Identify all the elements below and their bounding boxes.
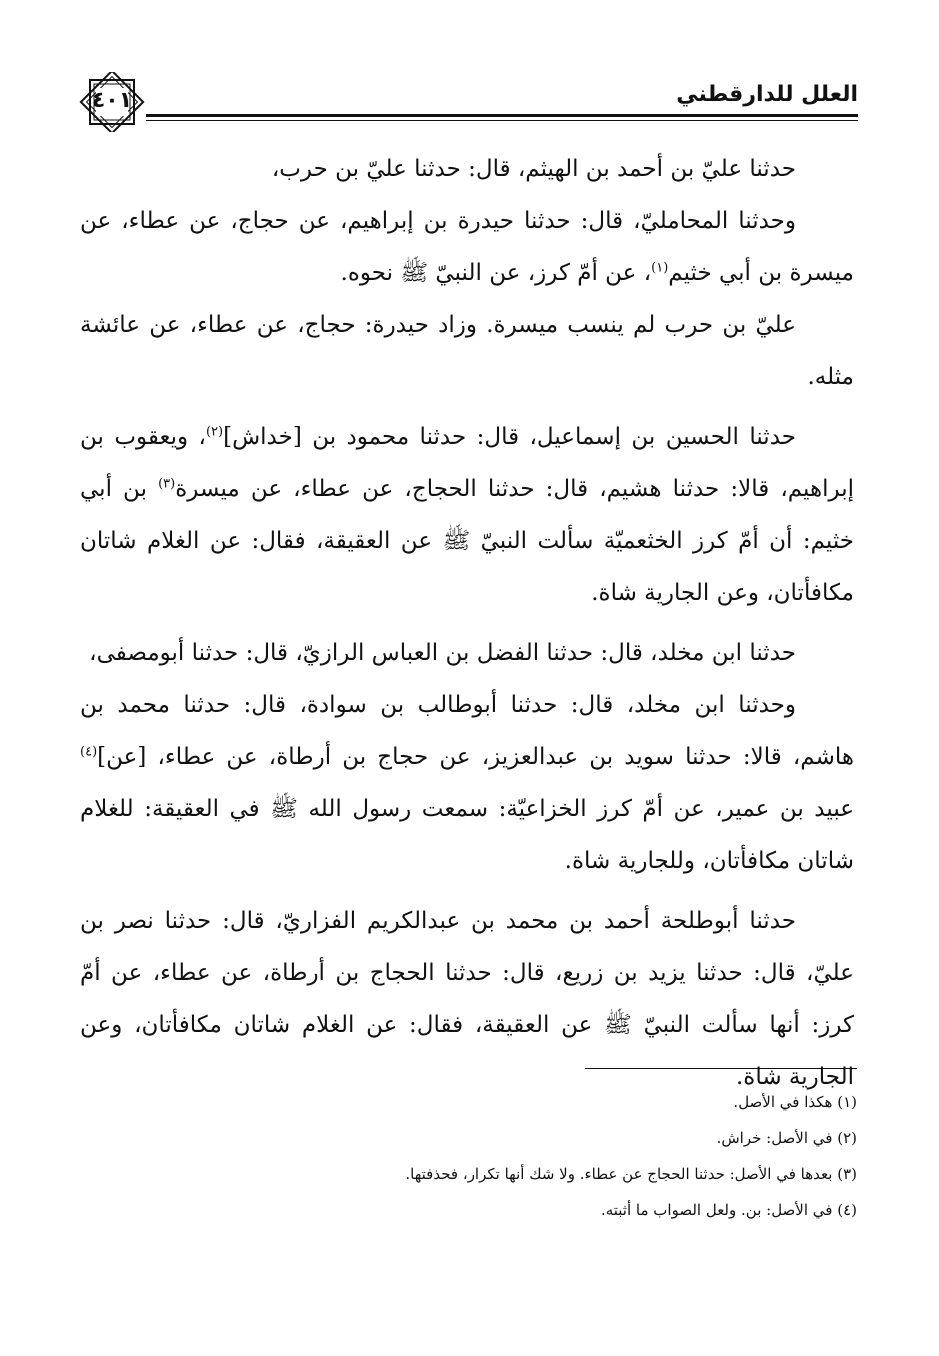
paragraph <box>80 411 854 619</box>
paragraph-text: حدثنا الحسين بن إسماعيل، قال: حدثنا محمود بن [خداش] <box>223 424 796 450</box>
footnote: (١) هكذا في الأصل. <box>733 1093 857 1111</box>
paragraph <box>80 895 854 1103</box>
paragraph-text: عبيد بن عمير، عن أمّ كرز الخزاعيّة: سمعت رسول الله ﷺ في العقيقة: للغلام شاتان مكافأتان، وللجارية شاة. <box>80 796 854 874</box>
paragraph <box>80 143 854 195</box>
paragraph <box>80 627 854 679</box>
header-double-rule <box>146 114 858 122</box>
book-title: العلل للدارقطني <box>676 82 858 107</box>
footnote-divider <box>585 1068 857 1069</box>
paragraph-text: عليّ بن حرب لم ينسب ميسرة. وزاد حيدرة: حجاج، عن عطاء، عن عائشة مثله. <box>80 312 854 390</box>
paragraph <box>80 299 854 403</box>
footnote-marker: (٤) <box>80 744 98 760</box>
paragraph-text: حدثنا ابن مخلد، قال: حدثنا الفضل بن العباس الرازيّ، قال: حدثنا أبومصفى، <box>89 640 796 666</box>
footnotes <box>83 1084 857 1228</box>
footnote: (٤) في الأصل: بن. ولعل الصواب ما أثبته. <box>600 1201 857 1219</box>
footnote-marker: (١) <box>651 260 669 276</box>
paragraph-text: وحدثنا المحامليّ، قال: حدثنا حيدرة بن إبراهيم، عن حجاج، عن عطاء، عن ميسرة بن أبي خثيم <box>80 208 854 286</box>
paragraph <box>80 195 854 299</box>
paragraph-text: حدثنا عليّ بن أحمد بن الهيثم، قال: حدثنا عليّ بن حرب، <box>271 156 796 182</box>
paragraph-text: حدثنا أبوطلحة أحمد بن محمد بن عبدالكريم الفزاريّ، قال: حدثنا نصر بن عليّ، قال: حدثنا يزيد بن زريع، قال: حدثنا الحجاج بن أرطاة، عن عطاء، عن أمّ كرز: أنها سألت النبيّ ﷺ عن العقيقة، فقال: عن الغلام شاتان مكافأتان، وعن الجارية شاة. <box>80 908 854 1090</box>
footnote: (٣) بعدها في الأصل: حدثنا الحجاج عن عطاء. ولا شك أنها تكرار، فحذفتها. <box>405 1165 857 1183</box>
paragraph-text: بن أبي خثيم: أن أمّ كرز الخثعميّة سألت النبيّ ﷺ عن العقيقة، فقال: عن الغلام شاتان مكافأتان، وعن الجارية شاة. <box>80 476 854 606</box>
paragraph <box>80 679 854 887</box>
footnote-marker: (٢) <box>205 424 224 440</box>
paragraph-text: ، ويعقوب بن إبراهيم، قالا: حدثنا هشيم، قال: حدثنا الحجاج، عن عطاء، عن ميسرة <box>80 424 854 502</box>
main-text <box>80 143 854 1103</box>
footnote: (٢) في الأصل: خراش. <box>716 1129 857 1147</box>
paragraph-text: وحدثنا ابن مخلد، قال: حدثنا أبوطالب بن سوادة، قال: حدثنا محمد بن هاشم، قالا: حدثنا سويد بن عبدالعزيز، عن حجاج بن أرطاة، عن عطاء، [عن] <box>80 692 854 770</box>
page-number: ٤٠١ <box>91 88 133 113</box>
page-number-badge <box>76 72 148 132</box>
page-header <box>76 72 858 132</box>
paragraph-text: ، عن أمّ كرز، عن النبيّ ﷺ نحوه. <box>340 260 652 286</box>
footnote-marker: (٣) <box>158 476 176 492</box>
